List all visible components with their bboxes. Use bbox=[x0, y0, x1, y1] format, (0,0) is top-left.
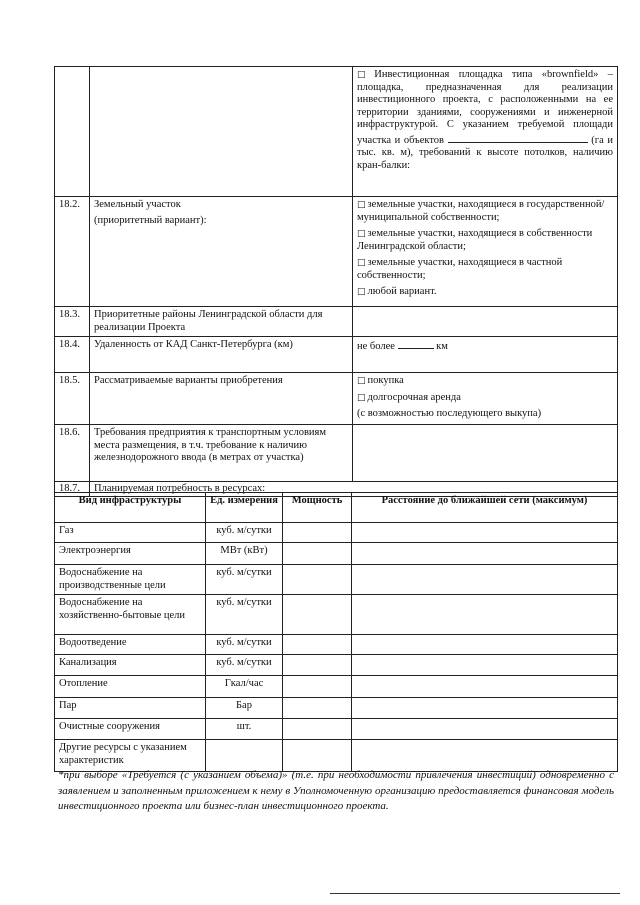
distance-cell[interactable] bbox=[352, 565, 618, 595]
resource-unit: куб. м/сутки bbox=[206, 655, 283, 676]
capacity-cell[interactable] bbox=[283, 523, 352, 543]
table-row bbox=[55, 595, 618, 635]
lease-note: (с возможностью последующего выкупа) bbox=[357, 408, 542, 419]
resource-unit: куб. м/сутки bbox=[206, 565, 283, 595]
resource-unit: Бар bbox=[206, 698, 283, 719]
checkbox-icon[interactable]: □ bbox=[357, 392, 366, 403]
table-row-18-6 bbox=[55, 425, 618, 482]
row-number: 18.5. bbox=[55, 373, 90, 425]
resource-unit: шт. bbox=[206, 719, 283, 740]
resource-name: Электроэнергия bbox=[55, 543, 206, 565]
empty-cell bbox=[55, 67, 90, 197]
row-number: 18.2. bbox=[55, 197, 90, 307]
table-row bbox=[55, 565, 618, 595]
header-capacity: Мощность bbox=[283, 493, 352, 523]
option-private[interactable]: □ земельные участки, находящиеся в частной собственности; bbox=[357, 257, 563, 281]
distance-cell[interactable] bbox=[352, 698, 618, 719]
area-blank-line[interactable] bbox=[448, 132, 588, 143]
land-options bbox=[353, 197, 618, 307]
footnote: *при выборе «Требуется (с указанием объема)» (т.е. при необходимости привлечения инвестиций) одновременно с заявлением и заполненным приложением к нему в Уполномоченную организацию предоставляется финансовая модель инвестиционного проекта или бизнес-план инвестиционного проекта. bbox=[58, 769, 614, 812]
table-row-18-2 bbox=[55, 197, 618, 307]
table-row bbox=[55, 698, 618, 719]
distance-cell[interactable] bbox=[352, 676, 618, 698]
table-row bbox=[55, 655, 618, 676]
resource-name: Пар bbox=[55, 698, 206, 719]
option-lease[interactable]: □ долгосрочная аренда bbox=[357, 391, 461, 403]
table-row bbox=[55, 719, 618, 740]
resource-name: Газ bbox=[55, 523, 206, 543]
capacity-cell[interactable] bbox=[283, 719, 352, 740]
capacity-cell[interactable] bbox=[283, 698, 352, 719]
row-label: Планируемая потребность в ресурсах: bbox=[90, 482, 353, 497]
answer-cell[interactable]: не более км bbox=[353, 337, 618, 373]
row-label: Требования предприятия к транспортным условиям места размещения, в т.ч. требование к наличию железнодорожного ввода (в метрах от участка) bbox=[90, 425, 353, 482]
capacity-cell[interactable] bbox=[283, 635, 352, 655]
option-state-municipal[interactable]: □ земельные участки, находящиеся в государственной/муниципальной собственности; bbox=[357, 199, 605, 223]
checkbox-icon[interactable]: □ bbox=[357, 258, 366, 268]
resource-unit: куб. м/сутки bbox=[206, 635, 283, 655]
option-regional[interactable]: □ земельные участки, находящиеся в собственности Ленинградской области; bbox=[357, 228, 593, 252]
footer-divider bbox=[330, 893, 620, 894]
acquisition-options bbox=[353, 373, 618, 425]
header-distance: Расстояние до ближайшей сети (максимум) bbox=[352, 493, 618, 523]
row-label: Рассматриваемые варианты приобретения bbox=[90, 373, 353, 425]
table-row-18-5 bbox=[55, 373, 618, 425]
table-row bbox=[55, 740, 618, 772]
resource-unit: МВт (кВт) bbox=[206, 543, 283, 565]
distance-cell[interactable] bbox=[352, 523, 618, 543]
capacity-cell[interactable] bbox=[283, 565, 352, 595]
checkbox-icon[interactable]: □ bbox=[357, 287, 366, 297]
row-label: Приоритетные районы Ленинградской области для реализации Проекта bbox=[90, 307, 353, 337]
checkbox-icon[interactable]: □ bbox=[357, 376, 366, 386]
option-purchase[interactable]: □ покупка bbox=[357, 375, 404, 386]
resource-unit: Гкал/час bbox=[206, 676, 283, 698]
resource-unit: куб. м/сутки bbox=[206, 523, 283, 543]
row-number: 18.4. bbox=[55, 337, 90, 373]
capacity-cell[interactable] bbox=[283, 740, 352, 772]
distance-cell[interactable] bbox=[352, 655, 618, 676]
capacity-cell[interactable] bbox=[283, 595, 352, 635]
table-row bbox=[55, 635, 618, 655]
table-row-18-3 bbox=[55, 307, 618, 337]
distance-cell[interactable] bbox=[352, 719, 618, 740]
resource-name: Очистные сооружения bbox=[55, 719, 206, 740]
option-any[interactable]: □ любой вариант. bbox=[357, 286, 437, 297]
answer-cell[interactable] bbox=[353, 307, 618, 337]
row-number: 18.3. bbox=[55, 307, 90, 337]
resources-header-row bbox=[55, 493, 618, 523]
distance-blank-line[interactable] bbox=[398, 339, 434, 349]
row-number: 18.6. bbox=[55, 425, 90, 482]
checkbox-icon[interactable]: □ bbox=[357, 229, 366, 239]
row-label: Земельный участок (приоритетный вариант): bbox=[90, 197, 353, 307]
row-number: 18.7. bbox=[55, 482, 90, 497]
empty-cell bbox=[90, 67, 353, 197]
resource-name: Водоотведение bbox=[55, 635, 206, 655]
row-label: Удаленность от КАД Санкт-Петербурга (км) bbox=[90, 337, 353, 373]
resource-name: Отопление bbox=[55, 676, 206, 698]
table-row bbox=[55, 676, 618, 698]
table-row-brownfield bbox=[55, 67, 618, 197]
table-row-18-4 bbox=[55, 337, 618, 373]
capacity-cell[interactable] bbox=[283, 543, 352, 565]
header-infrastructure: Вид инфраструктуры bbox=[55, 493, 206, 523]
resource-name: Водоснабжение на хозяйственно-бытовые цели bbox=[55, 595, 206, 635]
table-row bbox=[55, 543, 618, 565]
capacity-cell[interactable] bbox=[283, 676, 352, 698]
resource-unit bbox=[206, 740, 283, 772]
resource-name: Другие ресурсы с указанием характеристик bbox=[55, 740, 206, 772]
answer-cell[interactable] bbox=[353, 425, 618, 482]
requirements-table bbox=[54, 66, 618, 497]
checkbox-icon[interactable]: □ bbox=[357, 70, 373, 80]
table-row bbox=[55, 523, 618, 543]
distance-cell[interactable] bbox=[352, 543, 618, 565]
distance-cell[interactable] bbox=[352, 635, 618, 655]
distance-cell[interactable] bbox=[352, 740, 618, 772]
resource-name: Канализация bbox=[55, 655, 206, 676]
distance-cell[interactable] bbox=[352, 595, 618, 635]
resource-unit: куб. м/сутки bbox=[206, 595, 283, 635]
capacity-cell[interactable] bbox=[283, 655, 352, 676]
brownfield-option: □ Инвестиционная площадка типа «brownfield» – площадка, предназначенная для реализации инвестиционного проекта, с расположенными на ее территории зданиями, сооружениями и инженерной инфраструктурой. С указанием требуемой площади участка и объектов (га и тыс. кв. м), требований к высоте потолков, наличию кран-балки: bbox=[353, 67, 618, 197]
checkbox-icon[interactable]: □ bbox=[357, 200, 366, 210]
header-unit: Ед. измерения bbox=[206, 493, 283, 523]
resource-name: Водоснабжение на производственные цели bbox=[55, 565, 206, 595]
resources-table bbox=[54, 492, 618, 772]
